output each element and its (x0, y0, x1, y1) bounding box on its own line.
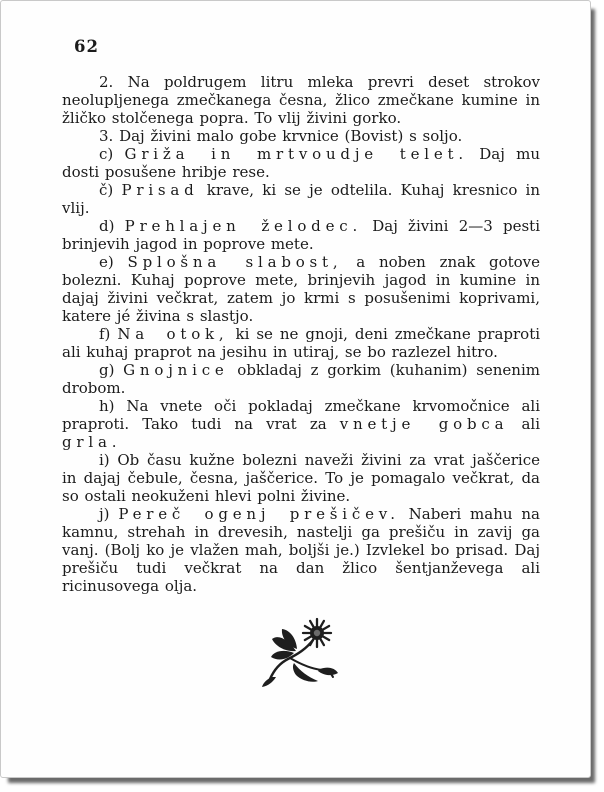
text-run: c) (99, 145, 125, 163)
paragraph (62, 451, 540, 505)
spaced-term: Gnojnice (123, 361, 229, 379)
flower-ornament (62, 615, 540, 693)
text-run: f) (99, 325, 118, 343)
paragraph (62, 127, 540, 145)
spaced-term: vnetje gobca (339, 415, 509, 433)
paragraph (62, 253, 540, 325)
text-run: obkladaj z gorkim (kuhanim) senenim drobom. (62, 361, 540, 397)
text-run: a noben znak gotove bolezni. Kuhaj poprove mete, brinjevih jagod in kumine in dajaj živini večkrat, zatem jo krmi s posušenimi koprivami, katere jé živina s slastjo. (62, 253, 541, 325)
text-run: Daj živini 2—3 pesti brinjevih jagod in poprove mete. (62, 217, 540, 253)
text-run: Naberi mahu na kamnu, strehah in drevesih, nastelji ga prešiču in zavij ga vanj. (Bolj ko je vlažen mah, boljši je.) Izvlekel bo prisad. Daj prešiču tudi večkrat na dan žlico šentjanževega ali ricinusovega olja. (62, 505, 540, 595)
text-run: Daj mu dosti posušene hribje rese. (62, 145, 540, 181)
text-run: č) (99, 181, 122, 199)
spaced-term: Pereč ogenj prešičev. (118, 505, 400, 523)
spaced-term: grla (62, 433, 112, 451)
text-run: h) Na vnete oči pokladaj zmečkane krvomočnice ali praproti. Tako tudi na vrat za (62, 397, 540, 433)
page-number: 62 (74, 37, 99, 56)
spaced-term: Prisad (121, 181, 199, 199)
text-run: ali (508, 415, 541, 433)
spaced-term: Splošna slabost, (127, 253, 343, 271)
text-run: e) (99, 253, 128, 271)
text-run: j) (99, 505, 119, 523)
paragraph (62, 73, 540, 127)
paragraph (62, 397, 540, 451)
text-run: . (111, 433, 117, 451)
text-run: 2. Na poldrugem litru mleka prevri deset strokov neolupljenega zmečkanega česna, žlico zmečkane kumine in žličko stolčenega popra. To vlij živini gorko. (62, 73, 540, 127)
paragraph (62, 181, 540, 217)
text-run: d) (99, 217, 125, 235)
text-run: 3. Daj živini malo gobe krvnice (Bovist) s soljo. (99, 127, 463, 145)
paragraph (62, 325, 540, 361)
spaced-term: Prehlajen želodec. (124, 217, 363, 235)
text-run: g) (99, 361, 124, 379)
page-text (62, 73, 540, 595)
paragraph (62, 361, 540, 397)
paragraph (62, 217, 540, 253)
paragraph (62, 505, 540, 595)
flower-sprig-icon (260, 615, 342, 689)
spaced-term: Na otok, (117, 325, 229, 343)
paragraph (62, 145, 540, 181)
spaced-term: Griža in mrtvoudje telet. (124, 145, 468, 163)
text-run: i) Ob času kužne bolezni naveži živini za vrat jaščerice in dajaj čebule, česna, jaščerice. To je pomagalo večkrat, da so ostali neokuženi hlevi polni živine. (62, 451, 540, 505)
text-run: ki se ne gnoji, deni zmečkane praproti ali kuhaj praprot na jesihu in utiraj, se bo razlezel hitro. (62, 325, 541, 361)
text-run: krave, ki se je odtelila. Kuhaj kresnico in vlij. (62, 181, 540, 217)
